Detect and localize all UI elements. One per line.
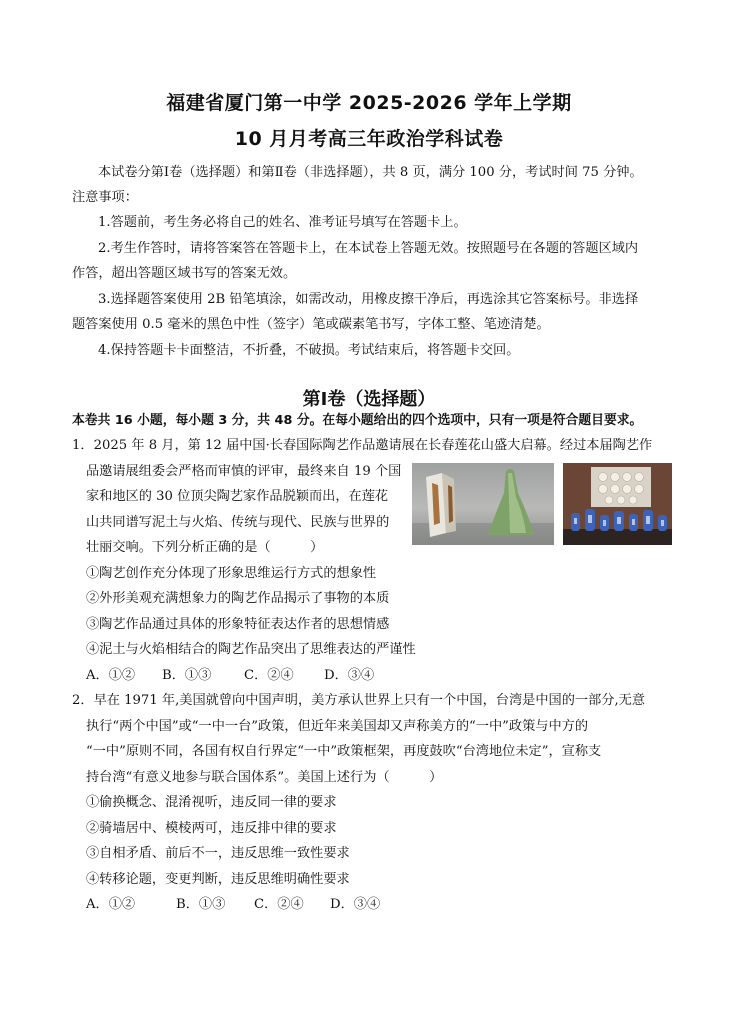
q2-choice-a: A．①② xyxy=(86,897,136,912)
q1-stem-line4: 山共同谱写泥土与火焰、传统与现代、民族与世界的 xyxy=(86,515,390,530)
q1-stem-line1: 1．2025 年 8 月，第 12 届中国·长春国际陶艺作品邀请展在长春莲花山盛大启幕。经过本届陶艺作 xyxy=(72,438,653,453)
q1-option-1: ①陶艺创作充分体现了形象思维运行方式的想象性 xyxy=(86,566,377,581)
q1-choice-b: B．①③ xyxy=(162,668,212,683)
section-instruction: 本卷共 16 小题，每小题 3 分，共 48 分。在每小题给出的四个选项中，只有一项是符合题目要求。 xyxy=(72,413,643,428)
q2-choice-b: B．①③ xyxy=(176,897,226,912)
q2-option-3: ③自相矛盾、前后不一，违反思维一致性要求 xyxy=(86,846,350,861)
notice-item-3: 3.选择题答案使用 2B 铅笔填涂，如需改动，用橡皮擦干净后，再选涂其它答案标号。非选择 xyxy=(98,292,639,307)
ceramic-sculptures-image xyxy=(412,463,554,545)
intro-text: 本试卷分第Ⅰ卷（选择题）和第Ⅱ卷（非选择题），共 8 页，满分 100 分，考试时间 75 分钟。 xyxy=(98,165,643,180)
q1-choice-c: C．②④ xyxy=(244,668,294,683)
q1-choice-d: D．③④ xyxy=(324,668,375,683)
q1-stem-line2: 品邀请展组委会严格而审慎的评审，最终来自 19 个国 xyxy=(86,464,402,479)
notice-item-2: 2.考生作答时，请将答案答在答题卡上，在本试卷上答题无效。按照题号在各题的答题区域内 xyxy=(98,241,639,256)
q1-option-3: ③陶艺作品通过具体的形象特征表达作者的思想情感 xyxy=(86,617,390,632)
q1-option-4: ④泥土与火焰相结合的陶艺作品突出了思维表达的严谨性 xyxy=(86,642,416,657)
ceramics-photo-1 xyxy=(412,463,554,545)
q2-stem-line2: 执行“两个中国”或“一中一台”政策，但近年来美国却又声称美方的“一中”政策与中方的 xyxy=(86,719,589,734)
q2-stem-line4: 持台湾“有意义地参与联合国体系”。美国上述行为（ ） xyxy=(86,770,443,785)
notice-item-1: 1.答题前，考生务必将自己的姓名、准考证号填写在答题卡上。 xyxy=(98,215,467,230)
q1-choices xyxy=(86,667,374,685)
q1-choice-a: A．①② xyxy=(86,668,136,683)
q2-stem-line3: “一中”原则不同，各国有权自行界定“一中”政策框架，再度鼓吹“台湾地位未定”，宣称支 xyxy=(86,744,602,759)
section-title: 第Ⅰ卷（选择题） xyxy=(302,389,436,410)
notice-heading: 注意事项： xyxy=(72,190,138,205)
q1-stem-line3: 家和地区的 30 位顶尖陶艺家作品脱颖而出，在莲花 xyxy=(86,489,389,504)
q2-choice-c: C．②④ xyxy=(254,897,304,912)
notice-item-3-cont: 题答案使用 0.5 毫米的黑色中性（签字）笔或碳素笔书写，字体工整、笔迹清楚。 xyxy=(72,317,550,332)
q2-option-4: ④转移论题，变更判断，违反思维明确性要求 xyxy=(86,872,350,887)
ceramics-photo-2 xyxy=(563,463,672,545)
q2-stem-line1: 2．早在 1971 年,美国就曾向中国声明，美方承认世界上只有一个中国，台湾是中国的一部分,无意 xyxy=(72,693,646,708)
q2-option-1: ①偷换概念、混淆视听，违反同一律的要求 xyxy=(86,795,337,810)
q1-stem-line5: 壮丽交响。下列分析正确的是（ ） xyxy=(86,540,324,555)
notice-item-2-cont: 作答，超出答题区域书写的答案无效。 xyxy=(72,266,297,281)
q2-option-2: ②骑墙居中、模棱两可，违反排中律的要求 xyxy=(86,821,337,836)
exam-title-line2: 10 月月考高三年政治学科试卷 xyxy=(234,128,504,150)
exam-title-line1: 福建省厦门第一中学 2025-2026 学年上学期 xyxy=(166,92,572,114)
exhibition-display-image xyxy=(563,463,672,545)
q2-choices xyxy=(86,896,380,914)
q2-choice-d: D．③④ xyxy=(330,897,381,912)
notice-item-4: 4.保持答题卡卡面整洁，不折叠，不破损。考试结束后，将答题卡交回。 xyxy=(98,343,520,358)
q1-option-2: ②外形美观充满想象力的陶艺作品揭示了事物的本质 xyxy=(86,591,390,606)
